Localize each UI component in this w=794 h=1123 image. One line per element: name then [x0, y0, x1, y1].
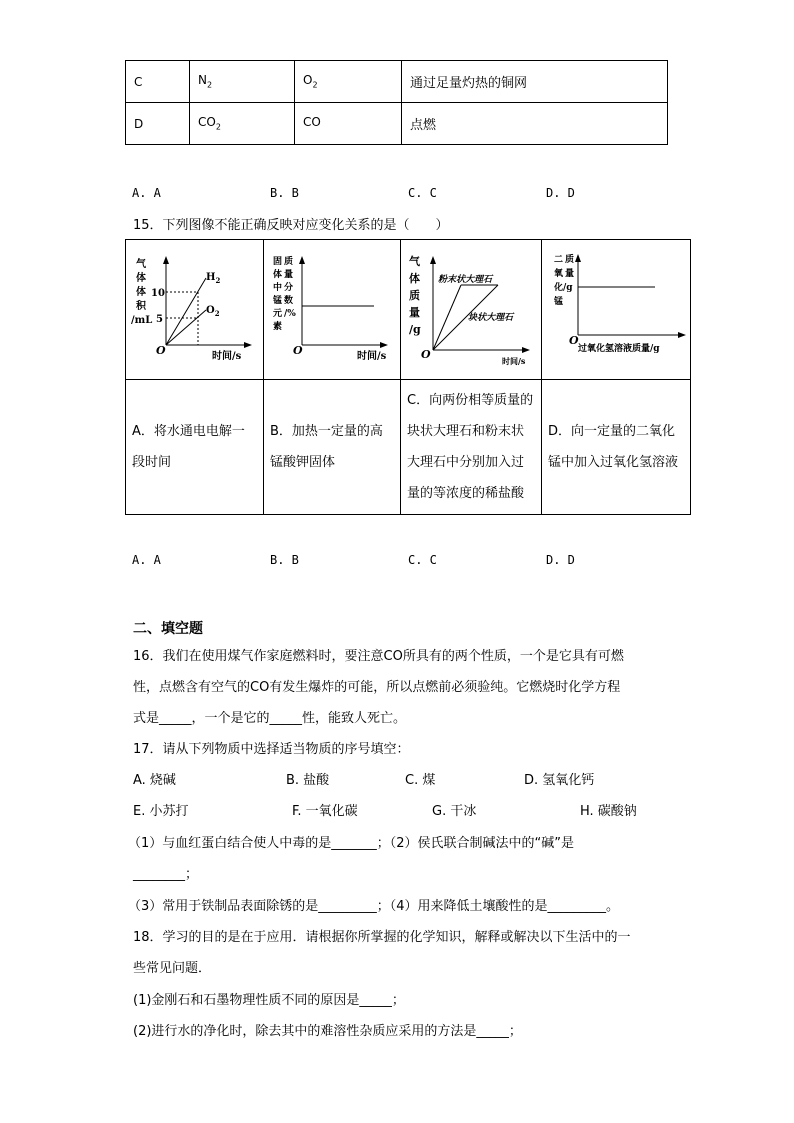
graph-a-cell [126, 240, 264, 380]
graph-a-ylabel: 积 [136, 301, 146, 312]
graph-row [126, 240, 691, 380]
graph-b-ylabel: 锰 [273, 296, 283, 306]
option-cell: D [126, 103, 190, 145]
graph-a-ylabel: 体 [136, 287, 146, 298]
graph-b-ylabel: /% [284, 309, 296, 319]
x-label: 过氧化氢溶液质量/g [578, 344, 660, 354]
y-axis-arrow-icon [163, 256, 169, 264]
y-axis-arrow-icon [575, 254, 581, 262]
powder-label: 粉末状大理石 [438, 275, 493, 285]
lump-label: 块状大理石 [468, 313, 514, 323]
graph-d-ylabel: 二 [554, 255, 564, 265]
origin-label: O [293, 344, 303, 357]
graph-d-ylabel: 量 [565, 269, 575, 279]
x-axis-arrow-icon [244, 342, 252, 348]
graph-d-ylabel: 氧 [554, 269, 564, 279]
description-d: D．向一定量的二氧化锰中加入过氧化氢溶液 [542, 380, 691, 515]
graph-a [126, 240, 264, 375]
graph-b [264, 240, 401, 375]
h2-label: $H_2$ [206, 272, 221, 285]
q18-item: (1)金刚石和石墨物理性质不同的原因是_____； [133, 993, 405, 1008]
graph-d-ylabel: 化 [554, 283, 564, 293]
choice: D. 氢氧化钙 [524, 773, 595, 788]
graph-d [542, 240, 690, 375]
graph-b-ylabel: 量 [284, 270, 294, 280]
y-axis-arrow-icon [430, 256, 436, 264]
graph-c-cell [401, 240, 542, 380]
option-a: A. A [132, 553, 161, 567]
option-c: C. C [408, 186, 437, 200]
q18-line: 些常见问题． [133, 961, 212, 976]
description-row [126, 380, 691, 515]
graph-b-ylabel: 中 [273, 283, 283, 293]
choice: G. 干冰 [432, 804, 477, 819]
graph-b-ylabel: 素 [273, 322, 283, 332]
graph-d-ylabel: /g [563, 283, 573, 293]
graph-c-ylabel: 质 [409, 289, 420, 302]
x-axis-arrow-icon [380, 342, 388, 348]
graph-a-ylabel: 气 [136, 259, 146, 270]
choice: B. 盐酸 [286, 773, 330, 788]
choice: E. 小苏打 [133, 804, 189, 819]
x-label: 时间/s [502, 356, 526, 366]
graph-c [401, 240, 542, 375]
choice: F. 一氧化碳 [292, 804, 358, 819]
impurity-cell: $O_2$ [295, 61, 402, 103]
graph-d-cell [542, 240, 691, 380]
tick-5: 5 [156, 314, 163, 325]
graph-d-ylabel: 锰 [554, 297, 564, 307]
graph-c-ylabel: 气 [409, 255, 420, 268]
q17-line: ________； [133, 867, 199, 882]
q16-line: 16．我们在使用煤气作家庭燃料时，要注意CO所具有的两个性质，一个是它具有可燃 [133, 649, 624, 664]
description-c: C．向两份相等质量的块状大理石和粉末状大理石中分别加入过量的等浓度的稀盐酸 [401, 380, 542, 515]
choice: H. 碳酸钠 [580, 804, 637, 819]
graph-a-ylabel: /mL [131, 315, 153, 326]
option-b: B. B [270, 553, 299, 567]
graph-b-ylabel: 元 [273, 309, 283, 319]
choice: C. 煤 [405, 773, 436, 788]
choice: A. 烧碱 [133, 773, 176, 788]
option-cell: C [126, 61, 190, 103]
graph-c-ylabel: 体 [409, 272, 420, 285]
substance-cell: $N_2$ [190, 61, 295, 103]
x-axis-arrow-icon [678, 332, 686, 338]
graph-a-ylabel: 体 [136, 273, 146, 284]
description-a: A．将水通电电解一段时间 [126, 380, 264, 515]
options-table [125, 60, 668, 145]
graph-b-ylabel: 体 [273, 270, 283, 280]
method-cell: 通过足量灼热的铜网 [402, 61, 668, 103]
graph-b-ylabel: 分 [284, 283, 294, 293]
option-c: C. C [408, 553, 437, 567]
q18-item: (2)进行水的净化时，除去其中的难溶性杂质应采用的方法是_____； [133, 1024, 522, 1039]
q17-line: （1）与血红蛋白结合使人中毒的是_______；（2）侯氏联合制碱法中的“碱”是 [128, 836, 575, 851]
option-d: D. D [546, 186, 575, 200]
graph-d-ylabel: 质 [565, 255, 575, 265]
q17-stem: 17．请从下列物质中选择适当物质的序号填空： [133, 742, 410, 757]
option-b: B. B [270, 186, 299, 200]
graph-b-cell [264, 240, 401, 380]
graph-b-ylabel: 固 [273, 257, 283, 267]
option-d: D. D [546, 553, 575, 567]
q15-graph-table [125, 239, 691, 515]
section-title: 二、填空题 [133, 621, 203, 637]
q17-line: （3）常用于铁制品表面除锈的是_________；（4）用来降低土壤酸性的是_________。 [128, 899, 620, 914]
tick-10: 10 [151, 288, 165, 299]
o2-label: $O_2$ [206, 305, 220, 318]
table-row [126, 61, 668, 103]
x-label: 时间/s [212, 351, 242, 362]
table-row [126, 103, 668, 145]
origin-label: O [156, 344, 166, 357]
powder-line [433, 285, 461, 350]
substance-cell: $CO_2$ [190, 103, 295, 145]
origin-label: O [569, 334, 579, 347]
graph-c-ylabel: 量 [409, 306, 420, 319]
option-a: A. A [132, 186, 161, 200]
description-b: B．加热一定量的高锰酸钾固体 [264, 380, 401, 515]
graph-c-ylabel: /g [409, 323, 421, 336]
x-axis-arrow-icon [522, 347, 530, 353]
h2-line [166, 278, 206, 345]
o2-line [166, 310, 206, 345]
q15-stem: 15．下列图像不能正确反映对应变化关系的是（ ） [133, 218, 449, 233]
q16-line: 性，点燃含有空气的CO有发生爆炸的可能，所以点燃前必须验纯。它燃烧时化学方程 [133, 680, 621, 695]
graph-b-ylabel: 数 [284, 296, 294, 306]
x-label: 时间/s [357, 351, 387, 362]
y-axis-arrow-icon [299, 256, 305, 264]
impurity-cell: CO [295, 103, 402, 145]
origin-label: O [421, 348, 431, 361]
q16-line: 式是_____，一个是它的_____性，能致人死亡。 [133, 711, 407, 726]
graph-b-ylabel: 质 [284, 257, 294, 267]
q18-line: 18．学习的目的是在于应用．请根据你所掌握的化学知识，解释或解决以下生活中的一 [133, 930, 631, 945]
method-cell: 点燃 [402, 103, 668, 145]
